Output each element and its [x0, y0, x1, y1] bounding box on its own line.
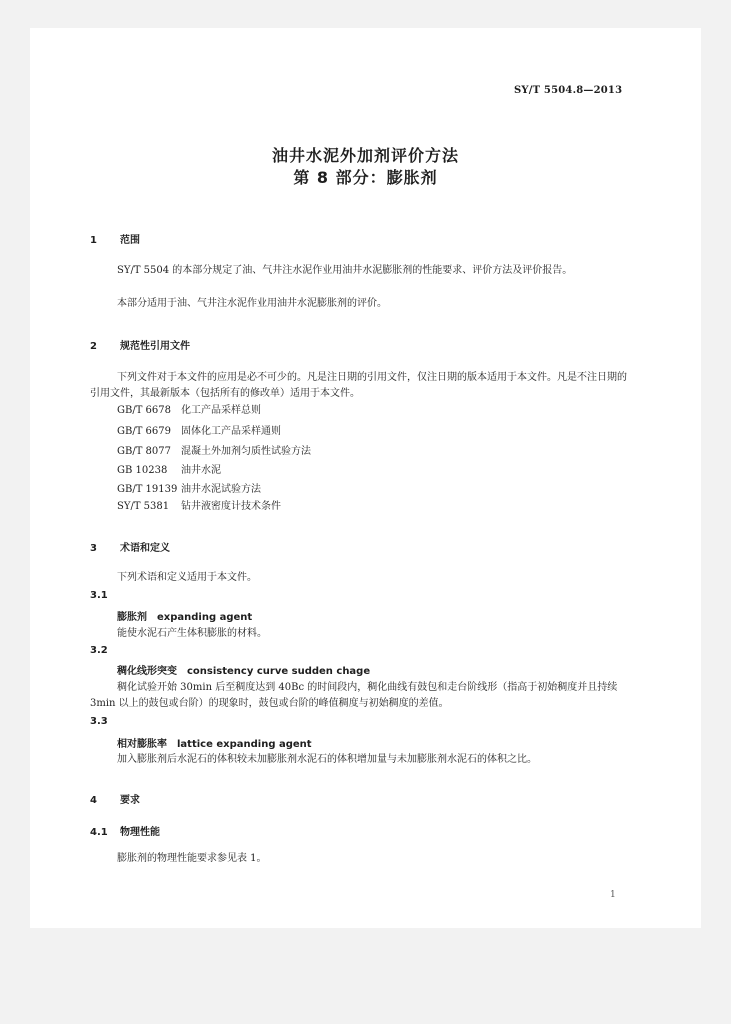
term-definition: 稠化试验开始 30min 后至稠度达到 40Bc 的时间段内，稠化曲线有鼓包和走台阶线形（指高于初始稠度并且持续 3min 以上的鼓包或台阶）的现象时，鼓包或台阶的峰值稠度与初始稠度的差值。: [90, 682, 618, 709]
reference-code: GB/T 19139: [117, 484, 178, 495]
term-name: 稠化线形突变 consistency curve sudden chage: [117, 666, 371, 677]
section-2-heading: [90, 337, 190, 352]
section-3-heading: [90, 539, 170, 554]
reference-title: 钻井液密度计技术条件: [181, 501, 281, 512]
reference-title: 油井水泥: [181, 465, 221, 476]
term-definition: 能使水泥石产生体积膨胀的材料。: [117, 628, 267, 639]
reference-item: [117, 499, 281, 515]
term-number: 3.1: [90, 590, 108, 601]
section-title: 要求: [120, 795, 140, 806]
reference-code: GB 10238: [117, 465, 168, 476]
reference-title: 混凝土外加剂匀质性试验方法: [181, 446, 311, 457]
term-name: 相对膨胀率 lattice expanding agent: [117, 739, 312, 750]
section-title: 术语和定义: [120, 543, 170, 554]
reference-title: 固体化工产品采样通则: [181, 426, 281, 437]
reference-code: GB/T 6678: [117, 405, 172, 416]
subsection-number: 4.1: [90, 827, 108, 838]
section-number: 3: [90, 543, 97, 554]
reference-title: 化工产品采样总则: [181, 405, 261, 416]
reference-item: [117, 403, 261, 419]
section-number: 4: [90, 795, 97, 806]
reference-item: [117, 424, 281, 440]
document-title: 油井水泥外加剂评价方法: [271, 146, 459, 165]
section-title: 规范性引用文件: [120, 341, 190, 352]
reference-item: [117, 482, 261, 498]
term-definition: 加入膨胀剂后水泥石的体积较未加膨胀剂水泥石的体积增加量与未加膨胀剂水泥石的体积之比。: [117, 754, 537, 765]
standard-number: SY/T 5504.8—2013: [514, 85, 623, 96]
term-number: 3.3: [90, 716, 108, 727]
reference-code: GB/T 6679: [117, 426, 172, 437]
section-2-paragraph-1: 下列文件对于本文件的应用是必不可少的。凡是注日期的引用文件，仅注日期的版本适用于本文件。凡是不注日期的引用文件，其最新版本（包括所有的修改单）适用于本文件。: [90, 372, 627, 399]
reference-code: GB/T 8077: [117, 446, 172, 457]
section-4-paragraph-1: 膨胀剂的物理性能要求参见表 1。: [117, 853, 267, 864]
page-number: 1: [610, 890, 616, 900]
section-1-paragraph-1: SY/T 5504 的本部分规定了油、气井注水泥作业用油井水泥膨胀剂的性能要求、评价方法及评价报告。: [117, 265, 573, 276]
section-1-paragraph-2: 本部分适用于油、气井注水泥作业用油井水泥膨胀剂的评价。: [117, 298, 387, 309]
document-subtitle: 第 8 部分：膨胀剂: [293, 168, 438, 187]
term-name: 膨胀剂 expanding agent: [117, 612, 253, 623]
reference-title: 油井水泥试验方法: [181, 484, 261, 495]
reference-item: [117, 463, 221, 479]
section-4-heading: [90, 791, 140, 806]
subsection-4-1-heading: [90, 823, 160, 838]
term-number: 3.2: [90, 645, 108, 656]
section-number: 1: [90, 235, 97, 246]
section-title: 范围: [120, 235, 140, 246]
reference-item: [117, 444, 311, 460]
reference-code: SY/T 5381: [117, 501, 170, 512]
section-3-intro: 下列术语和定义适用于本文件。: [117, 572, 257, 583]
section-number: 2: [90, 341, 97, 352]
subsection-title: 物理性能: [120, 827, 160, 838]
section-1-heading: [90, 231, 140, 246]
